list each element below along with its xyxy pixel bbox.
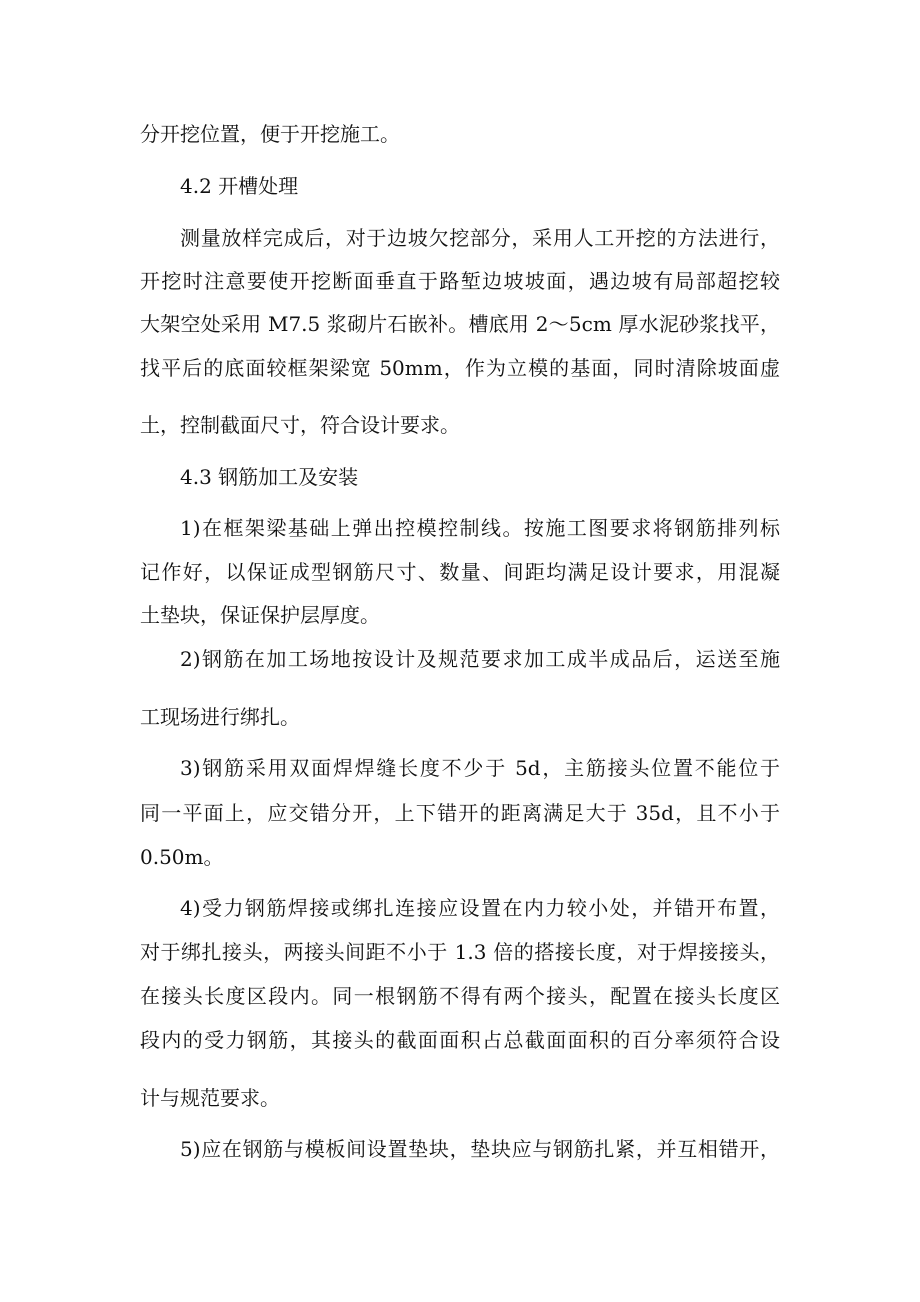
paragraph-line: 土，控制截面尺寸，符合设计要求。: [140, 413, 460, 437]
paragraph-line: 1)在框架梁基础上弹出控模控制线。按施工图要求将钢筋排列标: [180, 516, 780, 540]
paragraph-line: 开挖时注意要使开挖断面垂直于路堑边坡坡面，遇边坡有局部超挖较: [140, 269, 780, 293]
paragraph-line: 工现场进行绑扎。: [140, 705, 300, 729]
paragraph-line: 同一平面上，应交错分开，上下错开的距离满足大于 35d，且不小于: [140, 801, 780, 825]
paragraph-line: 分开挖位置，便于开挖施工。: [140, 122, 400, 146]
paragraph-line: 记作好，以保证成型钢筋尺寸、数量、间距均满足设计要求，用混凝: [140, 560, 780, 584]
section-heading: 4.3 钢筋加工及安装: [180, 465, 359, 489]
paragraph-line: 大架空处采用 M7.5 浆砌片石嵌补。槽底用 2～5cm 厚水泥砂浆找平，: [140, 312, 780, 336]
paragraph-line: 3)钢筋采用双面焊焊缝长度不少于 5d，主筋接头位置不能位于: [180, 756, 780, 780]
section-heading: 4.2 开槽处理: [180, 174, 299, 198]
paragraph-line: 4)受力钢筋焊接或绑扎连接应设置在内力较小处，并错开布置，: [180, 896, 780, 920]
paragraph-line: 计与规范要求。: [140, 1086, 280, 1110]
paragraph-line: 找平后的底面较框架梁宽 50mm，作为立模的基面，同时清除坡面虚: [140, 356, 780, 380]
paragraph-line: 对于绑扎接头，两接头间距不小于 1.3 倍的搭接长度，对于焊接接头，: [140, 940, 780, 964]
paragraph-line: 5)应在钢筋与模板间设置垫块，垫块应与钢筋扎紧，并互相错开，: [180, 1137, 780, 1161]
paragraph-line: 测量放样完成后，对于边坡欠挖部分，采用人工开挖的方法进行，: [180, 226, 780, 250]
paragraph-line: 0.50m。: [140, 845, 224, 869]
paragraph-line: 段内的受力钢筋，其接头的截面面积占总截面面积的百分率须符合设: [140, 1028, 780, 1052]
paragraph-line: 2)钢筋在加工场地按设计及规范要求加工成半成品后，运送至施: [180, 647, 780, 671]
paragraph-line: 土垫块，保证保护层厚度。: [140, 603, 380, 627]
paragraph-line: 在接头长度区段内。同一根钢筋不得有两个接头，配置在接头长度区: [140, 984, 780, 1008]
